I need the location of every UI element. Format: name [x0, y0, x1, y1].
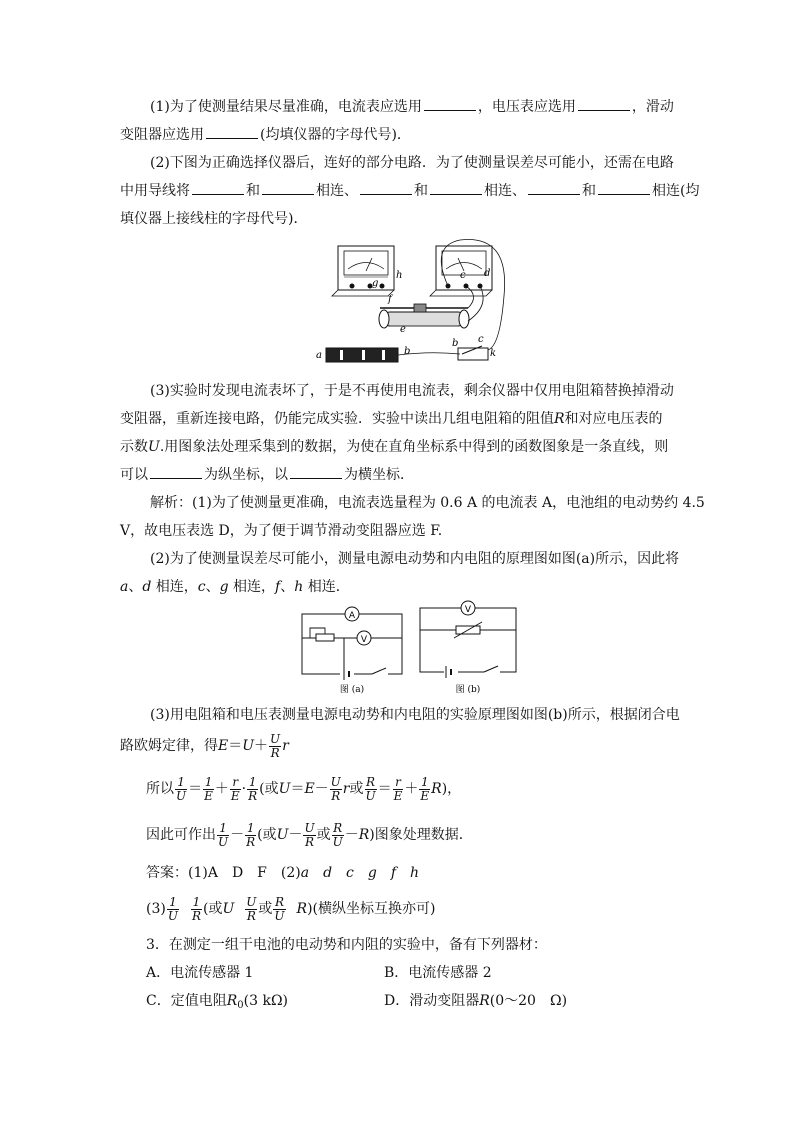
- fraction: $\frac{U}{R}$: [270, 731, 281, 760]
- svg-text:A: A: [348, 611, 356, 621]
- caption-b: 图 (b): [455, 685, 481, 695]
- label-d: d: [484, 268, 491, 279]
- analysis-line-2: V，故电压表选 D，为了便于调节滑动变阻器应选 F.: [120, 523, 443, 539]
- wire: [468, 286, 483, 321]
- q3-stem: 3．在测定一组干电池的电动势和内阻的实验中，备有下列器材：: [146, 937, 547, 953]
- q1-line-1: (1)为了使测量结果尽量准确，电流表应选用 ，电压表应选用 ，滑动: [150, 96, 674, 118]
- rheostat-symbol: [316, 634, 334, 641]
- analysis-line-4: a、d 相连，c、g 相连，f、h 相连．: [120, 579, 350, 595]
- circuit-a: [302, 607, 402, 695]
- q2-line-2: 中用导线将 和 相连、 和 相连、 和 相连(均: [120, 180, 699, 202]
- analysis-line-6: 路欧姆定律，得E＝U＋ $\frac{U}{R}$ r: [120, 731, 289, 760]
- analysis-line-5: (3)用电阻箱和电压表测量电源电动势和内电阻的实验原理图如图(b)所示，根据闭合电: [150, 707, 680, 723]
- q2-line-1: (2)下图为正确选择仪器后，连好的部分电路．为了使测量误差尽可能小，还需在电路: [150, 155, 674, 171]
- label-e: e: [400, 324, 406, 335]
- q3-sub-line-1: (3)实验时发现电流表坏了，于是不再使用电流表，剩余仪器中仅用电阻箱替换掉滑动: [150, 383, 674, 399]
- label-c: c: [460, 270, 466, 281]
- circuit-b: [420, 601, 516, 695]
- apparatus-figure: [310, 236, 520, 376]
- label-c: c: [478, 334, 484, 345]
- label-b: b: [404, 346, 411, 357]
- rheostat-device: [379, 304, 469, 328]
- answer-line-1: 答案：(1)A D F (2)a d c g f h: [146, 865, 420, 881]
- label-f: f: [388, 294, 392, 305]
- answer-blank: [424, 96, 476, 111]
- answer-blank: [150, 464, 202, 479]
- label-h: h: [396, 270, 403, 281]
- answer-blank: [192, 180, 244, 195]
- analysis-line-1: 解析：(1)为了使测量更准确，电流表选量程为 0.6 A 的电流表 A，电池组的电动势约 4.5: [150, 495, 705, 511]
- switch-device: [458, 346, 488, 360]
- voltmeter-device: [332, 246, 394, 296]
- answer-blank: [430, 180, 482, 195]
- q3-option-c: C．定值电阻$R_0(3$ kΩ): [146, 993, 289, 1011]
- analysis-line-7: 所以 $\frac{1}{U}$ ＝ $\frac{1}{E}$ ＋ $\frac{r}{E}$ · $\frac{1}{R}$ (或U＝E－ $\frac{U}{R}$ r或 $\frac{R}{U}$ ＝ $\frac{r}{E}$ ＋ $\frac{1}{E}$ R)，: [146, 774, 462, 803]
- label-g: g: [372, 278, 379, 289]
- q3-sub-line-3: 示数U.用图象法处理采集到的数据，为使在直角坐标系中得到的函数图象是一条直线，则: [120, 439, 669, 455]
- q3-option-d: D．滑动变阻器R(0～20 Ω): [384, 993, 568, 1009]
- caption-a: 图 (a): [339, 685, 365, 695]
- answer-blank: [290, 464, 342, 479]
- answer-blank: [578, 96, 630, 111]
- battery-pack: [326, 348, 398, 362]
- svg-text:V: V: [360, 635, 368, 645]
- q1-line-2: 变阻器应选用 (均填仪器的字母代号)．: [120, 124, 411, 146]
- q3-option-b: B．电流传感器 2: [384, 965, 492, 981]
- circuit-diagrams: [294, 598, 524, 696]
- answer-blank: [360, 180, 412, 195]
- answer-line-2: (3) $\frac{1}{U}$ $\frac{1}{R}$ (或U $\frac{U}{R}$ 或 $\frac{R}{U}$ R)(横纵坐标互换亦可): [146, 894, 436, 923]
- label-a: a: [316, 350, 322, 361]
- answer-blank: [206, 124, 258, 139]
- analysis-line-3: (2)为了使测量误差尽可能小，测量电源电动势和内电阻的原理图如图(a)所示，因此将: [150, 551, 680, 567]
- label-b: b: [452, 338, 459, 349]
- answer-blank: [262, 180, 314, 195]
- answer-blank: [598, 180, 650, 195]
- q3-sub-line-2: 变阻器，重新连接电路，仍能完成实验．实验中读出几组电阻箱的阻值R和对应电压表的: [120, 411, 663, 427]
- label-k: k: [490, 348, 497, 359]
- analysis-line-8: 因此可作出 $\frac{1}{U}$ － $\frac{1}{R}$ (或U－ $\frac{U}{R}$ 或 $\frac{R}{U}$ －R)图象处理数据．: [146, 820, 473, 849]
- q3-option-a: A．电流传感器 1: [146, 965, 254, 981]
- q2-line-3: 填仪器上接线柱的字母代号)．: [120, 211, 308, 227]
- q3-sub-line-4: 可以 为纵坐标，以 为横坐标．: [120, 464, 414, 486]
- answer-blank: [528, 180, 580, 195]
- svg-text:V: V: [464, 605, 472, 615]
